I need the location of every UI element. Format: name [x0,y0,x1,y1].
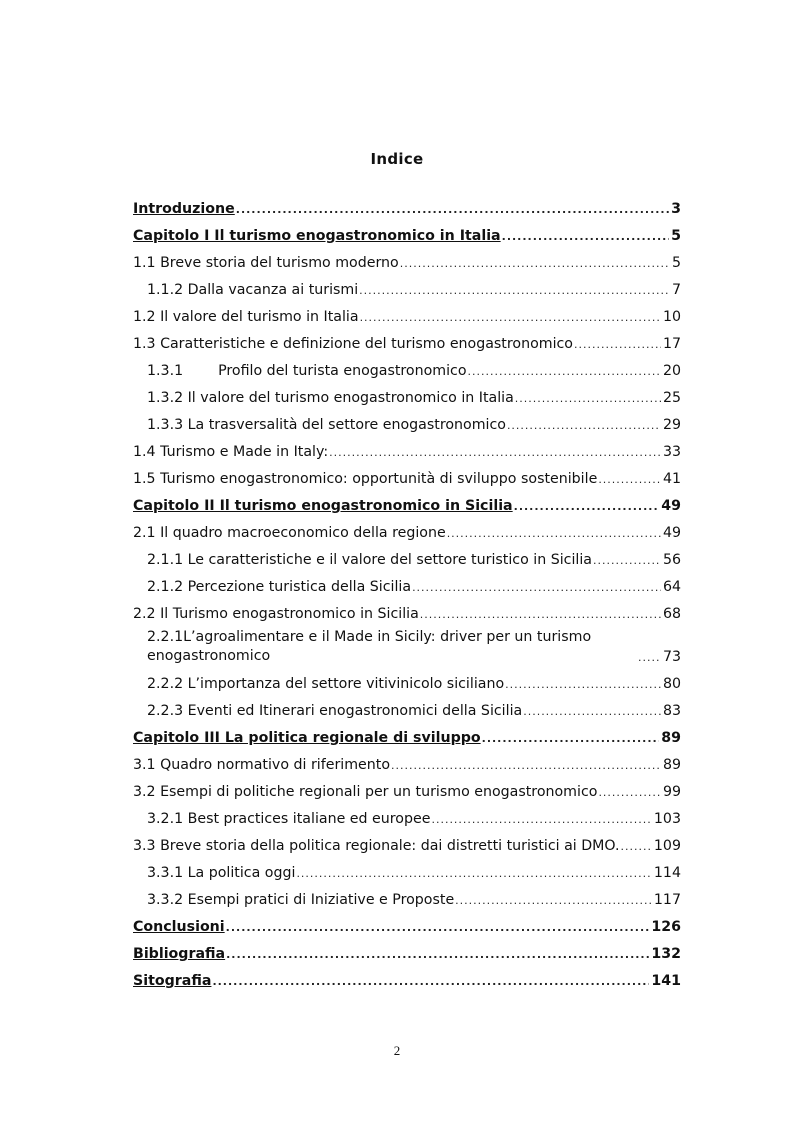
toc-entry-label: 1.2 Il valore del turismo in Italia [133,309,359,325]
toc-entry-label: Bibliografia [133,946,226,962]
toc-entry-label: 3.2.1 Best practices italiane ed europee [147,811,431,827]
toc-entry-page: 80 [662,676,681,692]
toc-entry-page: 20 [662,363,681,379]
toc-entry-page: 68 [662,606,681,622]
toc-entry-label: Introduzione [133,201,235,217]
toc-entry-label: 3.3.2 Esempi pratici di Iniziative e Proposte [147,892,455,908]
toc-entry-2-1[interactable] [133,515,681,542]
toc-entry-conclusioni[interactable] [133,909,681,936]
toc-entry-label: 2.2 Il Turismo enogastronomico in Sicilia [133,606,419,622]
toc-entry-3-3-1[interactable] [133,855,681,882]
toc-entry-1-3[interactable] [133,326,681,353]
toc-entry-3-3-2[interactable] [133,882,681,909]
toc-entry-page: 89 [662,757,681,773]
toc-entry-label: 2.1.2 Percezione turistica della Sicilia [147,579,412,595]
toc-entry-label: 2.2.2 L’importanza del settore vitivinicolo siciliano [147,676,505,692]
toc-entry-1-1[interactable] [133,245,681,272]
toc-entry-label: 2.1.1 Le caratteristiche e il valore del settore turistico in Sicilia [147,552,592,568]
toc-entry-page: 99 [662,784,681,800]
toc-entry-page: 49 [662,525,681,541]
toc-entry-3-2-1[interactable] [133,801,681,828]
toc-entry-1-5[interactable] [133,461,681,488]
toc-entry-label: Capitolo II Il turismo enogastronomico in Sicilia [133,498,513,514]
toc-entry-page: 7 [671,282,681,298]
toc-entry-2-2-3[interactable] [133,693,681,720]
toc-entry-label: Capitolo I Il turismo enogastronomico in Italia [133,228,501,244]
toc-entry-page: 3 [671,201,681,217]
toc-entry-label: Profilo del turista enogastronomico [218,363,467,379]
toc-entry-capitolo-2[interactable] [133,488,681,515]
toc-entry-capitolo-1[interactable] [133,218,681,245]
toc-entry-page: 29 [662,417,681,433]
toc-entry-2-2[interactable] [133,596,681,623]
toc-entry-label-line2: enogastronomico [147,648,271,664]
toc-entry-page: 49 [661,498,681,514]
toc-entry-page: 132 [651,946,681,962]
toc-entry-3-3[interactable] [133,828,681,855]
toc-entry-1-4[interactable] [133,434,681,461]
toc-entry-page: 83 [662,703,681,719]
toc-entry-capitolo-3[interactable] [133,720,681,747]
toc-entry-label: 2.2.3 Eventi ed Itinerari enogastronomici della Sicilia [147,703,523,719]
toc-entry-1-3-2[interactable] [133,380,681,407]
page-number: 2 [393,1043,401,1058]
toc-entry-page: 10 [662,309,681,325]
toc-entry-2-2-1[interactable] [133,623,681,666]
toc-entry-3-1[interactable] [133,747,681,774]
toc-entry-label: 1.5 Turismo enogastronomico: opportunità di sviluppo sostenibile [133,471,598,487]
toc-entry-label: 3.3.1 La politica oggi [147,865,296,881]
toc-entry-page: 126 [651,919,681,935]
toc-entry-2-1-2[interactable] [133,569,681,596]
toc-entry-1-2[interactable] [133,299,681,326]
toc-entry-2-2-2[interactable] [133,666,681,693]
page-title: Indice [370,150,424,168]
toc-entry-2-1-1[interactable] [133,542,681,569]
toc-entry-label: 1.3.2 Il valore del turismo enogastronomico in Italia [147,390,514,406]
toc-entry-label: 3.3 Breve storia della politica regionale: dai distretti turistici ai DMO. [133,838,620,854]
toc-entry-1-3-1[interactable] [133,353,681,380]
toc-entry-label: 1.3 Caratteristiche e definizione del turismo enogastronomico [133,336,573,352]
toc-entry-label: Capitolo III La politica regionale di sviluppo [133,730,481,746]
toc-entry-page: 41 [662,471,681,487]
toc-entry-label: 1.4 Turismo e Made in Italy: [133,444,329,460]
toc-entry-page: 109 [653,838,681,854]
toc-entry-label: 1.1.2 Dalla vacanza ai turismi [147,282,359,298]
toc-entry-sitografia[interactable] [133,963,681,990]
toc-entry-label: Conclusioni [133,919,225,935]
toc-entry-page: 17 [662,336,681,352]
table-of-contents [133,191,681,990]
toc-entry-page: 56 [662,552,681,568]
toc-entry-label-line1: 2.2.1L’agroalimentare e il Made in Sicily: driver per un turismo [147,629,592,645]
toc-entry-introduzione[interactable] [133,191,681,218]
toc-entry-page: 141 [651,973,681,989]
toc-entry-bibliografia[interactable] [133,936,681,963]
toc-entry-label: 2.1 Il quadro macroeconomico della regione [133,525,446,541]
toc-entry-number: 1.3.1 [147,363,184,379]
toc-entry-page: 25 [662,390,681,406]
toc-entry-page: 5 [671,228,681,244]
toc-entry-label: Sitografia [133,973,212,989]
toc-entry-page: 103 [653,811,681,827]
toc-entry-label: 3.2 Esempi di politiche regionali per un turismo enogastronomico [133,784,598,800]
toc-entry-label: 3.1 Quadro normativo di riferimento [133,757,391,773]
toc-entry-page: 64 [662,579,681,595]
toc-entry-page: 5 [671,255,681,271]
toc-entry-page: 89 [661,730,681,746]
toc-entry-page: 114 [653,865,681,881]
toc-entry-3-2[interactable] [133,774,681,801]
toc-entry-1-3-3[interactable] [133,407,681,434]
toc-entry-page: 73 [662,649,681,665]
toc-entry-page: 33 [662,444,681,460]
toc-entry-label: 1.1 Breve storia del turismo moderno [133,255,399,271]
toc-entry-1-1-2[interactable] [133,272,681,299]
toc-entry-page: 117 [653,892,681,908]
toc-entry-label: 1.3.3 La trasversalità del settore enogastronomico [147,417,506,433]
